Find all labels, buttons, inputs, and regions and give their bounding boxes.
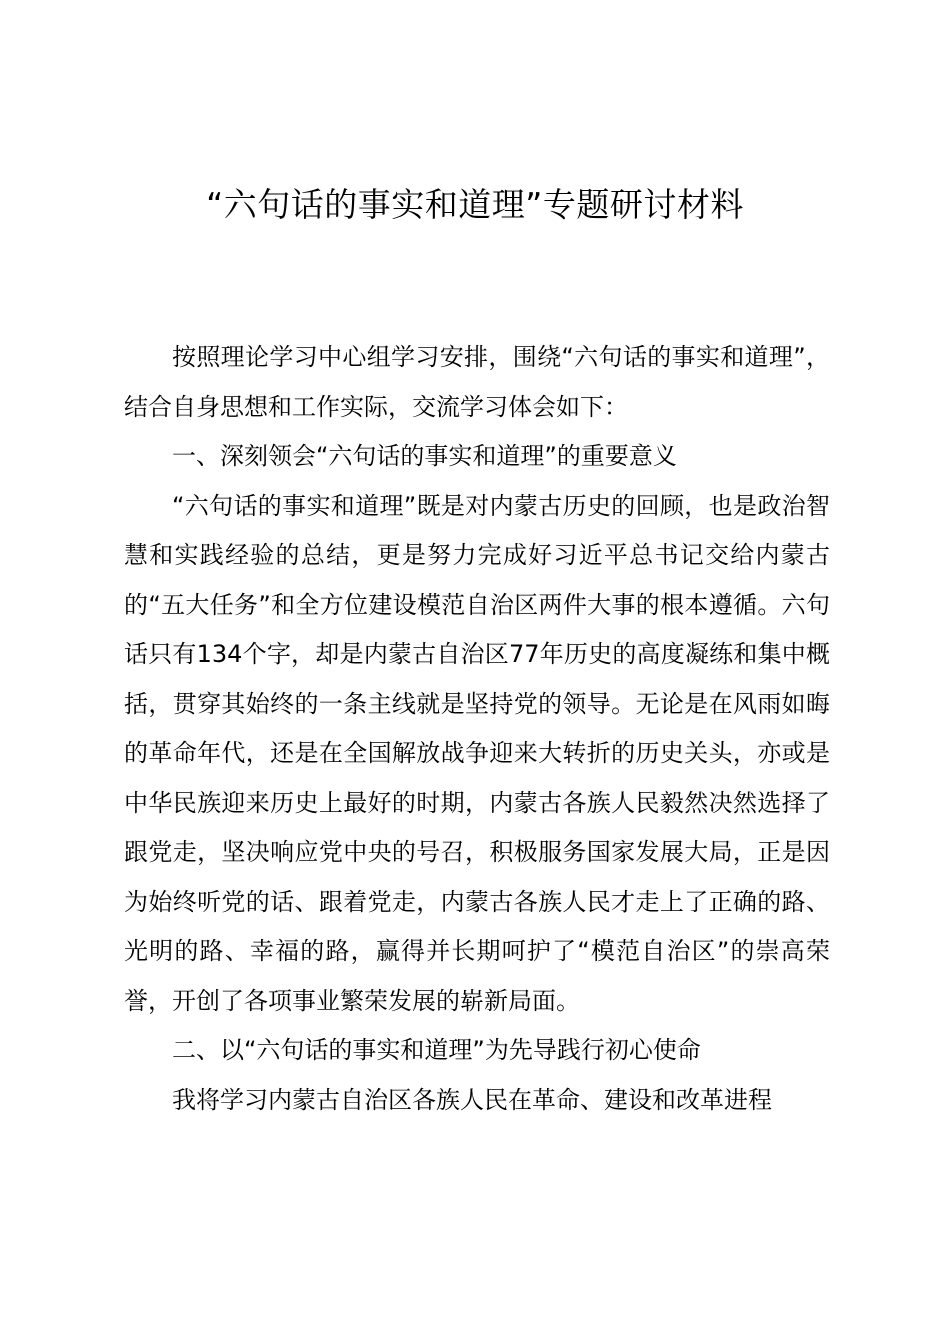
section-heading-1: 一、深刻领会“六句话的事实和道理”的重要意义 [172, 442, 677, 470]
body-paragraph: 我将学习内蒙古自治区各族人民在革命、建设和改革进程 [172, 1085, 772, 1114]
document-body [124, 333, 830, 1125]
section-heading-2: 二、以“六句话的事实和道理”为先导践行初心使命 [172, 1036, 701, 1064]
document-title: “六句话的事实和道理”专题研讨材料 [206, 185, 744, 224]
body-paragraph: “六句话的事实和道理”既是对内蒙古历史的回顾，也是政治智慧和实践经验的总结，更是努力完成好习近平总书记交给内蒙古的“五大任务”和全方位建设模范自治区两件大事的根本遵循。六句话只有134个字，却是内蒙古自治区77年历史的高度凝练和集中概括，贯穿其始终的一条主线就是坚持党的领导。无论是在风雨如晦的革命年代，还是在全国解放战争迎来大转折的历史关头，亦或是中华民族迎来历史上最好的时期，内蒙古各族人民毅然决然选择了跟党走，坚决响应党中央的号召，积极服务国家发展大局，正是因为始终听党的话、跟着党走，内蒙古各族人民才走上了正确的路、光明的路、幸福的路，赢得并长期呵护了“模范自治区”的崇高荣誉，开创了各项事业繁荣发展的崭新局面。 [124, 491, 830, 1015]
intro-paragraph: 按照理论学习中心组学习安排，围绕“六句话的事实和道理”，结合自身思想和工作实际，交流学习体会如下： [124, 343, 830, 421]
